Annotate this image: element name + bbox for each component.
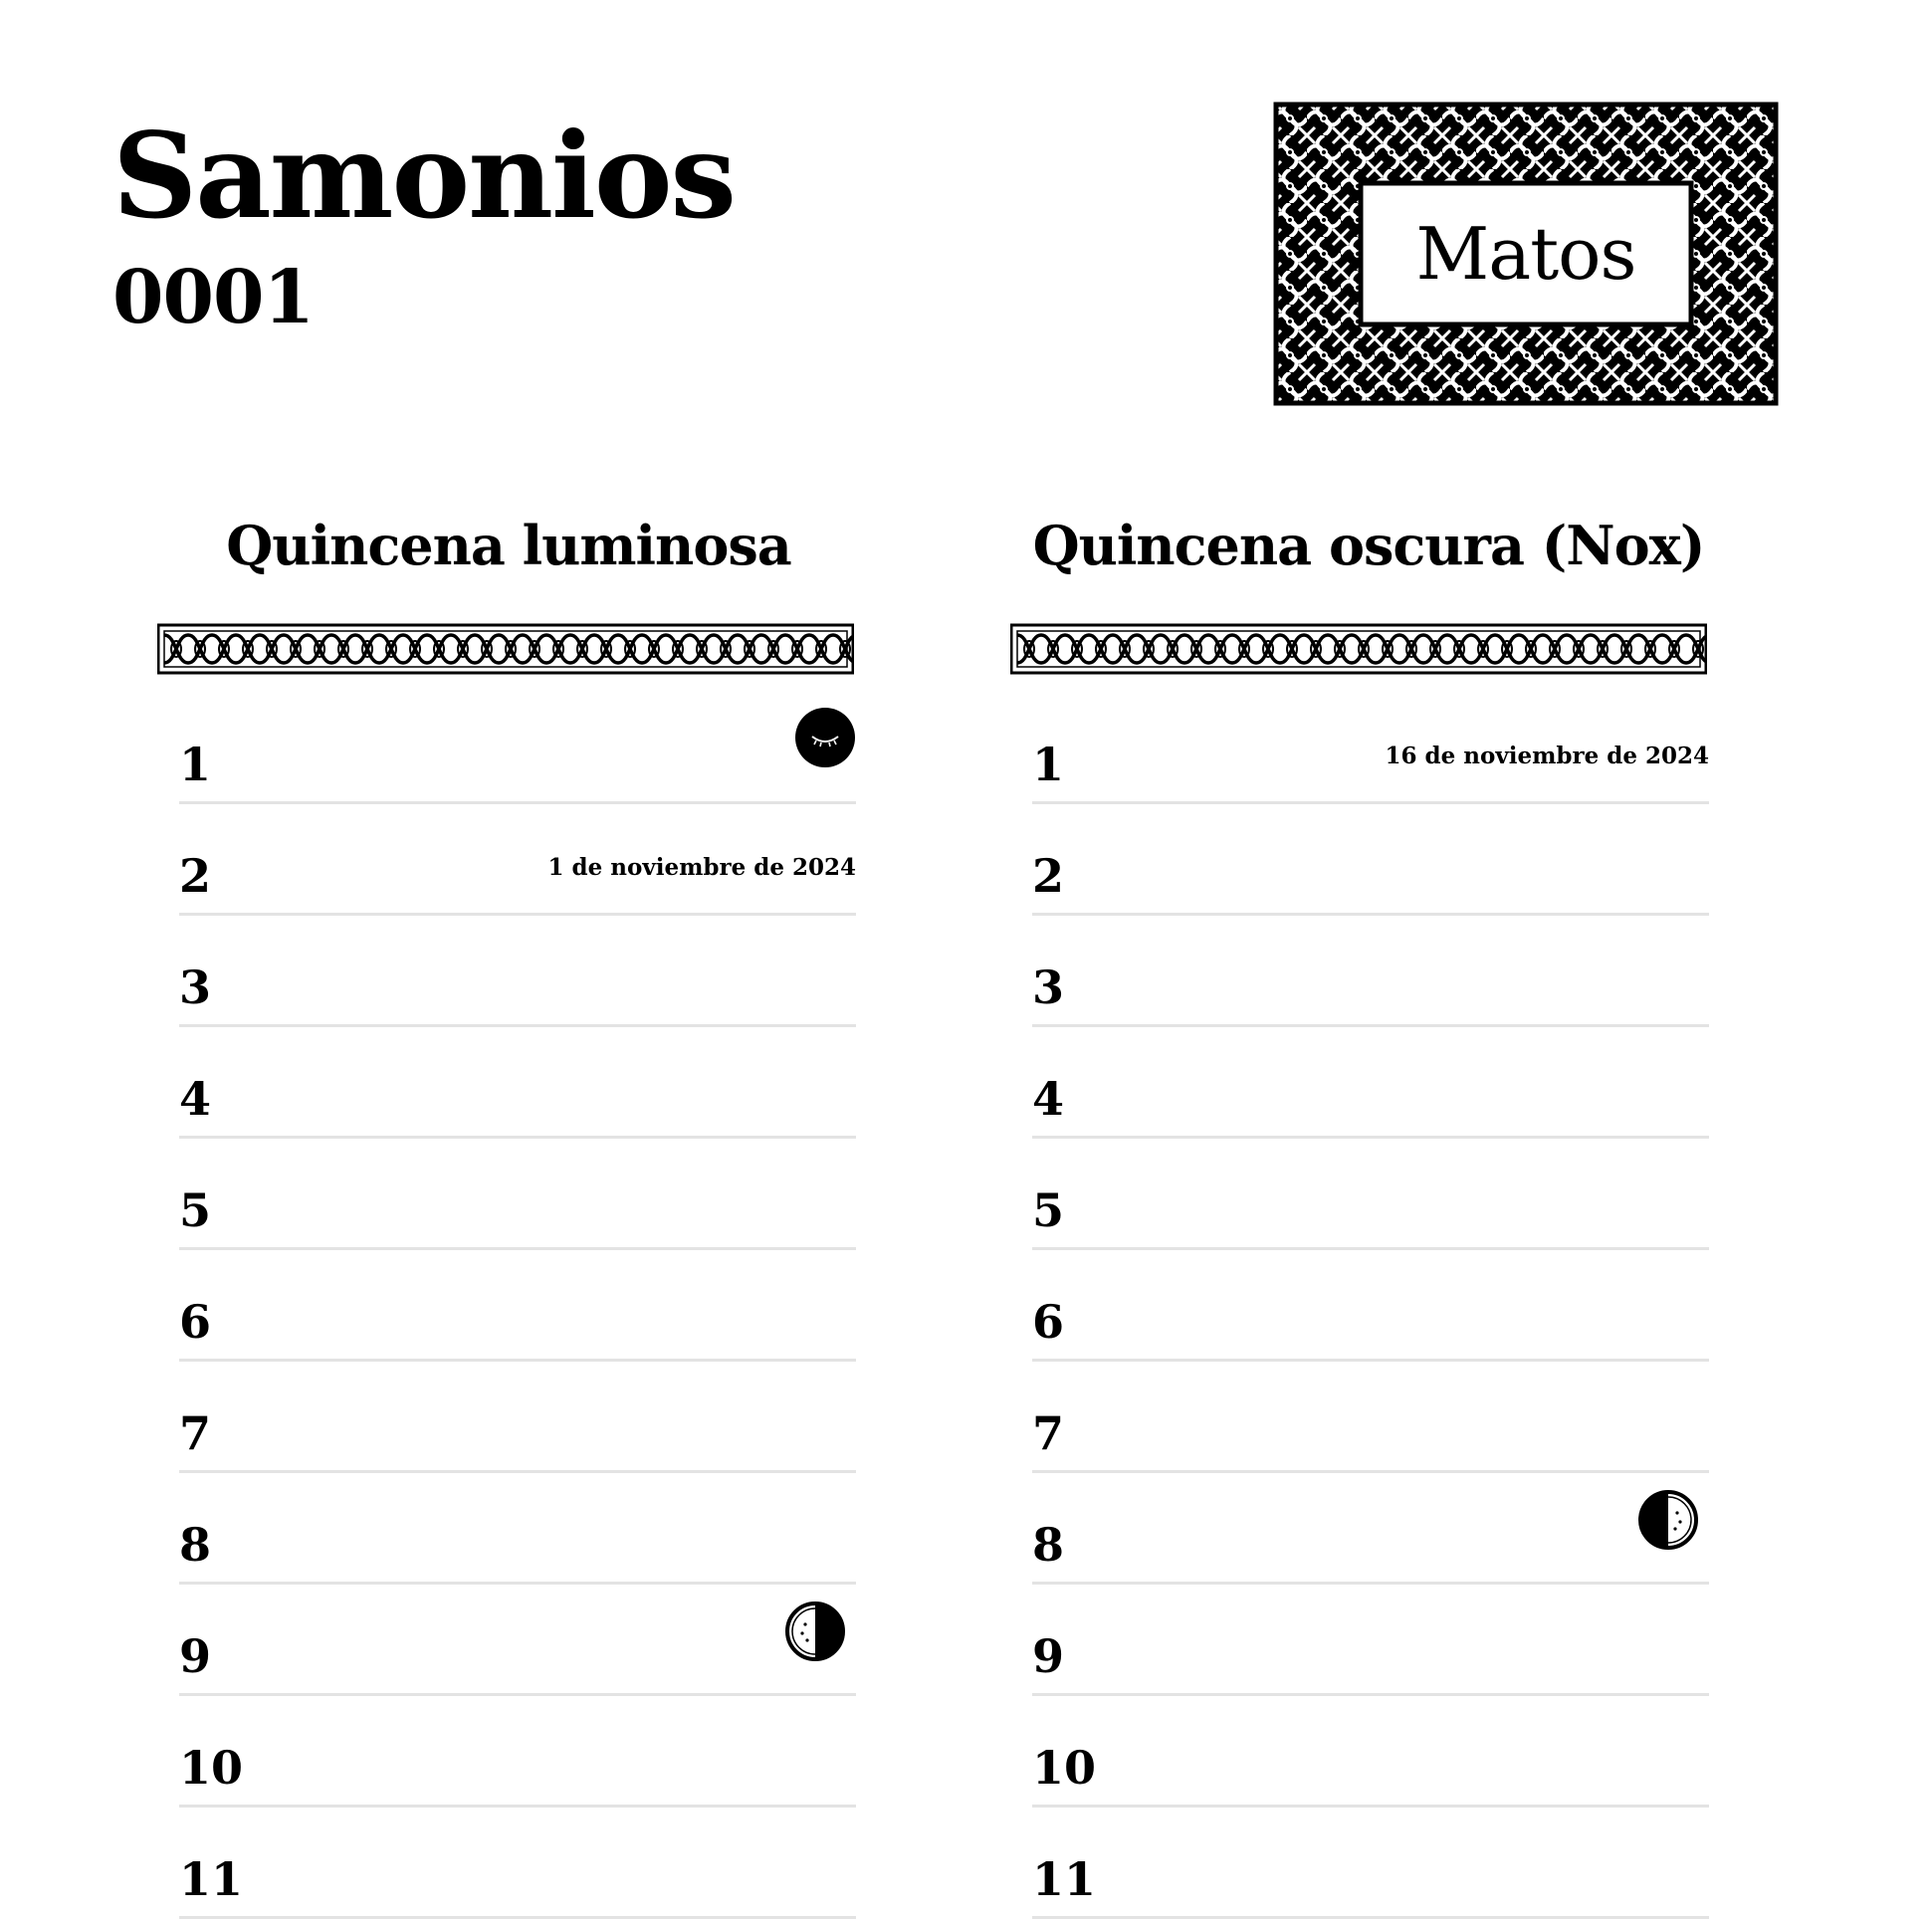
day-row	[179, 1473, 856, 1585]
day-number: 1	[179, 738, 212, 791]
day-row	[179, 1808, 856, 1919]
day-number: 6	[179, 1295, 212, 1349]
badge-label: Matos	[1415, 212, 1636, 296]
day-row	[1032, 693, 1709, 804]
day-number: 9	[179, 1629, 212, 1683]
day-row	[1032, 1027, 1709, 1139]
day-number: 9	[1032, 1629, 1065, 1683]
day-row	[179, 693, 856, 804]
day-row	[179, 1027, 856, 1139]
day-row	[1032, 1585, 1709, 1696]
day-row	[179, 1250, 856, 1362]
day-number: 4	[1032, 1072, 1065, 1126]
month-title: Samonios	[112, 107, 735, 245]
bright-fortnight-column	[157, 506, 874, 1919]
column-heading: Quincena luminosa	[226, 514, 791, 577]
day-row	[1032, 1473, 1709, 1585]
last-quarter-moon-icon	[1637, 1489, 1699, 1551]
column-heading: Quincena oscura (Nox)	[1032, 514, 1705, 577]
day-number: 2	[1032, 849, 1065, 903]
day-number: 8	[1032, 1518, 1065, 1572]
day-number: 11	[1032, 1852, 1097, 1906]
day-row	[1032, 804, 1709, 916]
new-moon-icon	[794, 707, 856, 768]
day-row	[1032, 1250, 1709, 1362]
celtic-knot-divider-icon	[157, 621, 854, 677]
gregorian-date-note: 1 de noviembre de 2024	[547, 854, 856, 881]
day-row	[179, 1139, 856, 1250]
day-number: 10	[179, 1741, 244, 1795]
day-row	[179, 916, 856, 1027]
month-number: 0001	[112, 255, 314, 340]
day-row	[179, 1696, 856, 1808]
day-row	[1032, 1696, 1709, 1808]
day-number: 8	[179, 1518, 212, 1572]
day-number: 3	[1032, 960, 1065, 1014]
day-row	[1032, 916, 1709, 1027]
day-number: 2	[179, 849, 212, 903]
month-badge	[1273, 102, 1779, 406]
day-number: 6	[1032, 1295, 1065, 1349]
day-row	[1032, 1362, 1709, 1473]
day-list	[1032, 693, 1709, 1919]
day-number: 11	[179, 1852, 244, 1906]
day-number: 5	[179, 1183, 212, 1237]
day-number: 3	[179, 960, 212, 1014]
day-number: 7	[179, 1406, 212, 1460]
day-row	[1032, 1808, 1709, 1919]
day-list	[179, 693, 856, 1919]
dark-fortnight-column	[1010, 506, 1727, 1919]
day-number: 5	[1032, 1183, 1065, 1237]
day-number: 4	[179, 1072, 212, 1126]
first-quarter-moon-icon	[784, 1600, 846, 1662]
day-row	[179, 804, 856, 916]
celtic-knot-divider-icon	[1010, 621, 1707, 677]
day-number: 1	[1032, 738, 1065, 791]
day-row	[179, 1585, 856, 1696]
day-row	[179, 1362, 856, 1473]
day-number: 7	[1032, 1406, 1065, 1460]
gregorian-date-note: 16 de noviembre de 2024	[1385, 743, 1709, 769]
day-row	[1032, 1139, 1709, 1250]
day-number: 10	[1032, 1741, 1097, 1795]
